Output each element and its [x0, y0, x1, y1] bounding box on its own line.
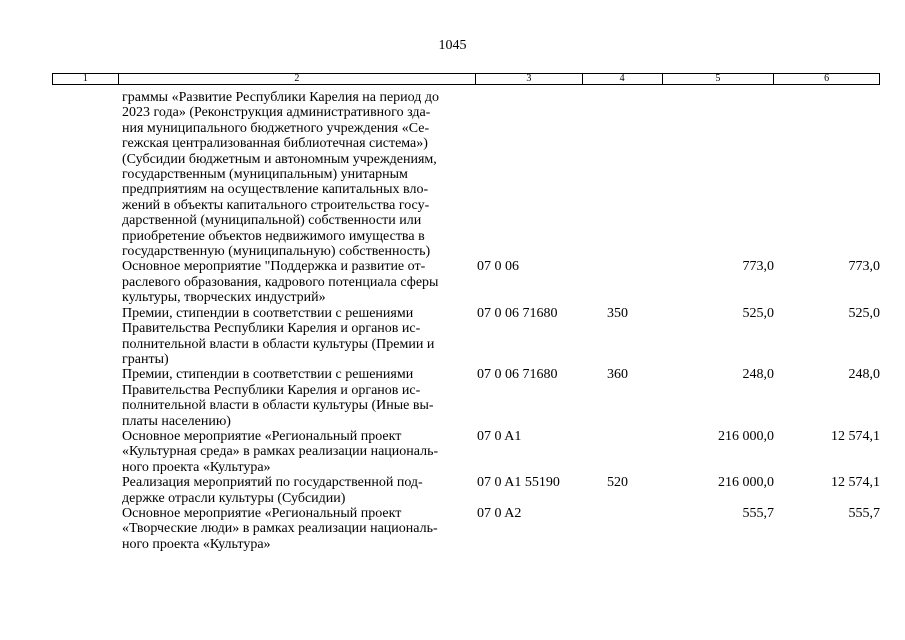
- row-amount-col5: [667, 90, 774, 259]
- column-header-3: 3: [476, 74, 583, 84]
- table-row: [52, 259, 880, 305]
- row-expense-type: [607, 90, 667, 259]
- row-amount-col6: 248,0: [848, 367, 880, 383]
- row-name: Премии, стипендии в соответствии с решениями Правительства Республики Карелия и органов ис- полнительной власти в области культуры (Премии и гранты): [122, 305, 435, 367]
- table-header-row: [52, 73, 880, 85]
- row-amount-col6: 555,7: [848, 505, 880, 521]
- row-amount-col5: 248,0: [742, 367, 774, 383]
- row-code: 07 0 A1 55190: [477, 475, 560, 491]
- row-name: Основное мероприятие «Региональный проект «Творческие люди» в рамках реализации националь- ного проекта «Культура»: [122, 505, 438, 552]
- row-amount-col6: 525,0: [848, 305, 880, 321]
- row-amount-col5: 216 000,0: [718, 428, 774, 444]
- row-expense-type: 360: [607, 367, 628, 383]
- row-code: 07 0 06 71680: [477, 367, 558, 383]
- budget-table-body: [52, 90, 880, 552]
- row-code: 07 0 06 71680: [477, 305, 558, 321]
- row-amount-col6: 12 574,1: [831, 475, 880, 491]
- column-header-4: 4: [583, 74, 663, 84]
- column-header-2: 2: [119, 74, 476, 84]
- row-amount-col5: 773,0: [742, 259, 774, 275]
- column-header-5: 5: [663, 74, 775, 84]
- row-code: 07 0 A2: [477, 505, 522, 521]
- row-name: Основное мероприятие "Поддержка и развитие от- раслевого образования, кадрового потенциала сферы культуры, творческих индустрий»: [122, 259, 439, 306]
- row-expense-type: [607, 429, 667, 475]
- row-name: Основное мероприятие «Региональный проект «Культурная среда» в рамках реализации националь- ного проекта «Культура»: [122, 428, 439, 475]
- row-amount-col6: 773,0: [848, 259, 880, 275]
- row-expense-type: 520: [607, 475, 628, 491]
- row-code: 07 0 06: [477, 259, 519, 275]
- row-expense-type: [607, 506, 667, 552]
- page-number: 1045: [438, 38, 467, 53]
- row-expense-type: 350: [607, 305, 628, 321]
- row-code: [477, 90, 607, 259]
- row-amount-col5: 525,0: [742, 305, 774, 321]
- row-name: Реализация мероприятий по государственной под- держке отрасли культуры (Субсидии): [122, 475, 423, 506]
- row-amount-col5: 555,7: [742, 505, 774, 521]
- row-name: Премии, стипендии в соответствии с решениями Правительства Республики Карелия и органов ис- полнительной власти в области культуры (Иные вы- платы населению): [122, 367, 434, 429]
- table-row: [52, 367, 880, 429]
- table-row: [52, 475, 880, 506]
- table-row: [52, 506, 880, 552]
- row-amount-col5: 216 000,0: [718, 475, 774, 491]
- row-amount-col6: 12 574,1: [831, 428, 880, 444]
- column-header-6: 6: [824, 73, 830, 84]
- row-amount-col6: [774, 90, 880, 259]
- table-row: [52, 306, 880, 368]
- row-name: граммы «Развитие Республики Карелия на период до 2023 года» (Реконструкция административного зда- ния муниципального бюджетного учреждения «Се- гежская централизованная библиотечная система») (Субсидии бюджетным и автономным учреждениям, государственным (муниципальным) унитарным предприятиям на осуществление капитальных вло- жений в объекты капитального строительства госу- дарственной (муниципальной) собственности или приобретение объектов недвижимого имущества в государственную (муниципальную) собственность): [122, 90, 440, 260]
- column-header-1: 1: [53, 74, 119, 84]
- row-code: 07 0 A1: [477, 428, 522, 444]
- table-row: [52, 429, 880, 475]
- table-row: [52, 90, 880, 259]
- row-expense-type: [607, 259, 667, 305]
